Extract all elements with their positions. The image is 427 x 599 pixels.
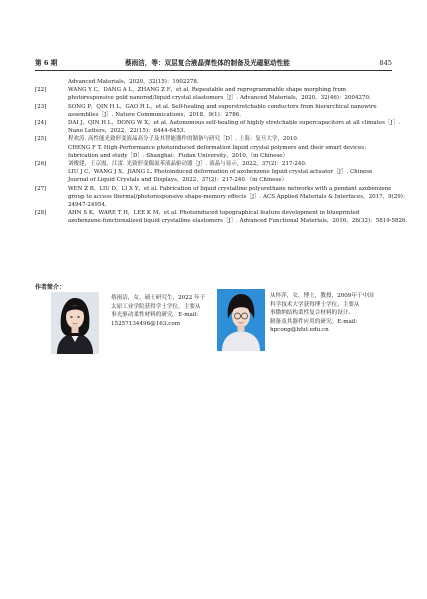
- reference-line: 刘俊建，王京霞，江雷. 光致形变偶氮苯液晶驱动器［J］. 液晶与显示，2022，37(2)：217-240.: [68, 161, 307, 168]
- reference-item: [35, 160, 393, 185]
- reference-line: group to access thermal/photoresponsive shape-memory effects［J］. ACS Applied Materials & Interfaces，2017，9(29)：: [68, 193, 409, 200]
- reference-number: [23]: [35, 103, 47, 110]
- bio-line: 15257134496@163.com: [111, 320, 181, 327]
- page-number: 845: [379, 59, 392, 67]
- bio-line: 制备及其器件应用的研究。E-mail：: [270, 318, 362, 325]
- bio-line: 科学技术大学获得博士学位，主要从: [270, 301, 360, 308]
- author-portrait-2-icon: [217, 289, 265, 351]
- reference-item: [35, 185, 409, 210]
- reference-item: [35, 86, 393, 102]
- running-title: 蔡雨洁，等：双层复合液晶弹性体的制备及光磁驱动性能: [125, 59, 290, 67]
- reference-line: assemblies［J］. Nature Communications，2018，9(1)：2786.: [68, 111, 242, 118]
- reference-number: [28]: [35, 210, 47, 217]
- reference-item: [35, 78, 393, 86]
- author-photo-cai: [51, 292, 99, 354]
- reference-item: [35, 135, 393, 160]
- author-portrait-1-icon: [51, 292, 99, 354]
- reference-number: [26]: [35, 161, 47, 168]
- reference-number: [24]: [35, 120, 47, 127]
- bio-line: 从怀萍，女，博士，教授，2009年于中国: [270, 293, 374, 299]
- reference-line: LIU J C，WANG J X，JIANG L. Photoinduced deformation of azobenzene liquid crystal actuator［J］. Chinese: [68, 169, 373, 176]
- reference-item: [35, 119, 400, 135]
- authors-heading: 作者简介：: [35, 284, 66, 291]
- reference-line: photoresponsive gold nanorod/liquid crystal elastomers［J］. Advanced Materials，2020，32(46)：2004270.: [68, 95, 371, 102]
- author-bio-cai: [111, 294, 231, 328]
- reference-line: Journal of Liquid Crystals and Displays，2022，37(2)：217-240.（in Chinese）: [68, 177, 288, 184]
- reference-line: DAI J，QIN H L，DONG W X，et al. Autonomous self-healing of highly stretchable supercapacitors at all climates［J］.: [68, 120, 400, 127]
- reference-line: fabrication and study［D］. Shanghai：Fudan University，2010.（in Chinese）: [68, 152, 289, 159]
- reference-line: AHN S K，WARE T H，LEE K M，et al. Photoinduced topographical feature development in blueprinted: [68, 210, 360, 217]
- bio-line: 事光驱动柔性材料的研究。E-mail：: [111, 312, 203, 319]
- reference-number: [25]: [35, 136, 47, 143]
- running-header: [35, 56, 392, 71]
- reference-line: SONG P，QIN H L，GAO H L，et al. Self-healing and superstretchable conductors from hierarchical nanowire: [68, 103, 377, 110]
- bio-line: 太原工业学院获得学士学位，主要从: [111, 303, 201, 310]
- reference-line: 程欢涛. 高性能光致形变液晶高分子及其智能器件的制备与研究［D］. 上海：复旦大学，2010.: [68, 136, 299, 143]
- reference-item: [35, 103, 393, 119]
- reference-line: azobenzene-functionalized liquid crystalline elastomers［J］. Advanced Functional Materials，2016，26(32)：5819-5826.: [68, 218, 408, 225]
- reference-line: Nano Letters，2022，22(15)：6444-6453.: [68, 128, 186, 135]
- reference-list: [35, 78, 409, 226]
- issue-number: 第 6 期: [35, 59, 58, 67]
- reference-line: WEN Z B，LIU D，LI X Y，et al. Fabrication of liquid crystalline polyurethane networks with a pendant azobenzene: [68, 185, 392, 192]
- bio-line: 蔡雨洁，女，硕士研究生，2022 年于: [111, 295, 206, 301]
- reference-line: Advanced Materials，2020，32(15)：1902278.: [68, 79, 199, 85]
- reference-item: [35, 209, 408, 225]
- reference-number: [27]: [35, 185, 47, 192]
- bio-line: hpcong@hfut.edu.cn: [270, 327, 329, 334]
- reference-line: WANG Y C，DANG A L，ZHANG Z F，et al. Repeatable and reprogrammable shape morphing from: [68, 87, 347, 94]
- reference-number: [22]: [35, 87, 47, 94]
- reference-line: 24947-24954.: [68, 202, 107, 209]
- author-bio-cong: [270, 292, 390, 335]
- author-photo-cong: [217, 289, 265, 351]
- bio-line: 事微纳结构柔性复合材料的设计、: [270, 310, 354, 317]
- reference-line: CHENG F T. High-Performance photoinduced deformation liquid crystal polymers and their smart devices：: [68, 144, 370, 151]
